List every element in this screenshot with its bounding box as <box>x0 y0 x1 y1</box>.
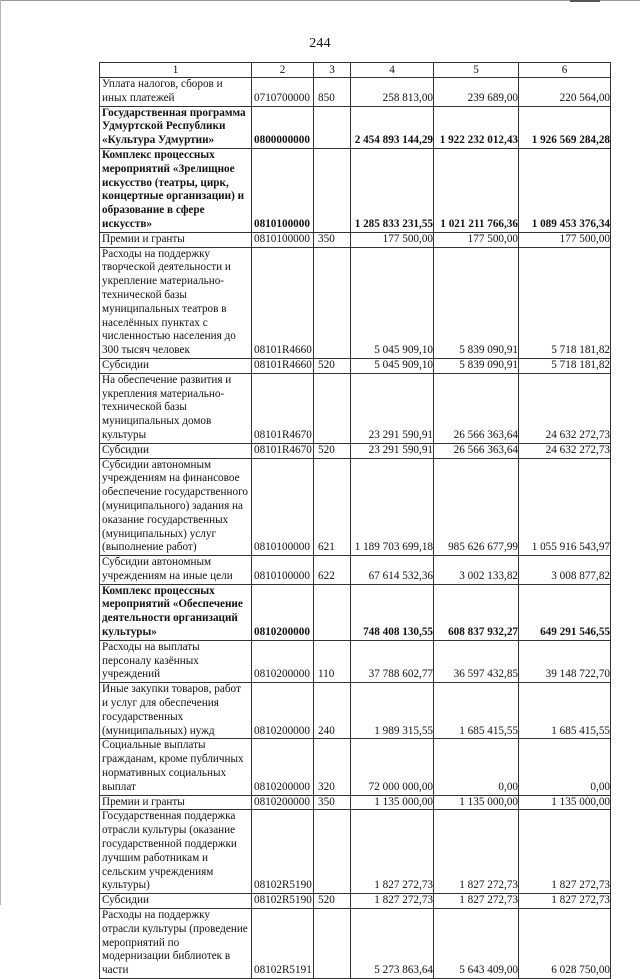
amount-col-5: 0,00 <box>434 739 519 795</box>
amount-col-4: 67 614 532,36 <box>351 556 434 585</box>
amount-col-5: 5 839 090,91 <box>434 247 519 358</box>
target-article-code: 08101R4660 <box>252 247 314 358</box>
amount-col-4: 37 788 602,77 <box>351 640 434 682</box>
amount-col-6: 3 008 877,82 <box>519 556 611 585</box>
target-article-code: 0710700000 <box>252 78 314 107</box>
item-name: Субсидии автономным учреждениям на финансовое обеспечение государственного (муниципального) задания на оказание государственных (муниципальных) услуг (выполнение работ) <box>100 458 252 556</box>
amount-col-6: 1 827 272,73 <box>519 810 611 894</box>
amount-col-5: 177 500,00 <box>434 232 519 247</box>
header-col-2: 2 <box>252 63 314 78</box>
item-name: Расходы на поддержку отрасли культуры (проведение мероприятий по модернизации библиотек в части <box>100 909 252 979</box>
amount-col-6: 24 632 272,73 <box>519 373 611 443</box>
amount-col-5: 3 002 133,82 <box>434 556 519 585</box>
table-row <box>100 556 611 585</box>
item-name: Социальные выплаты гражданам, кроме публичных нормативных социальных выплат <box>100 739 252 795</box>
amount-col-4: 72 000 000,00 <box>351 739 434 795</box>
expense-type-code: 520 <box>314 443 351 458</box>
amount-col-6: 1 055 916 543,97 <box>519 458 611 556</box>
amount-col-4: 177 500,00 <box>351 232 434 247</box>
amount-col-6: 24 632 272,73 <box>519 443 611 458</box>
target-article-code: 08101R4670 <box>252 443 314 458</box>
header-col-6: 6 <box>519 63 611 78</box>
item-name: Премии и гранты <box>100 232 252 247</box>
amount-col-4: 1 135 000,00 <box>351 795 434 810</box>
table-row <box>100 683 611 739</box>
expense-type-code: 520 <box>314 358 351 373</box>
amount-col-6: 5 718 181,82 <box>519 358 611 373</box>
table-row <box>100 443 611 458</box>
amount-col-4: 748 408 130,55 <box>351 584 434 640</box>
amount-col-5: 1 827 272,73 <box>434 810 519 894</box>
target-article-code: 0810100000 <box>252 148 314 232</box>
item-name: Субсидии <box>100 358 252 373</box>
item-name: Государственная программа Удмуртской Республики «Культура Удмуртии» <box>100 106 252 148</box>
item-name: Государственная поддержка отрасли культуры (оказание государственной поддержки лучшим работникам и сельским учреждениям культуры) <box>100 810 252 894</box>
target-article-code: 08101R4660 <box>252 358 314 373</box>
amount-col-4: 5 045 909,10 <box>351 358 434 373</box>
table-row <box>100 739 611 795</box>
amount-col-4: 5 273 863,64 <box>351 909 434 979</box>
amount-col-6: 220 564,00 <box>519 78 611 107</box>
amount-col-4: 258 813,00 <box>351 78 434 107</box>
expense-type-code: 622 <box>314 556 351 585</box>
target-article-code: 08102R5190 <box>252 810 314 894</box>
item-name: Комплекс процессных мероприятий «Обеспечение деятельности организаций культуры» <box>100 584 252 640</box>
target-article-code: 0800000000 <box>252 106 314 148</box>
amount-col-6: 649 291 546,55 <box>519 584 611 640</box>
item-name: Расходы на поддержку творческой деятельности и укрепление материально-технической базы муниципальных театров в населённых пунктах с численностью населения до 300 тысяч человек <box>100 247 252 358</box>
table-row <box>100 373 611 443</box>
amount-col-5: 1 922 232 012,43 <box>434 106 519 148</box>
table-header-row <box>100 63 611 78</box>
table-row <box>100 78 611 107</box>
expense-type-code: 110 <box>314 640 351 682</box>
amount-col-6: 1 685 415,55 <box>519 683 611 739</box>
amount-col-4: 1 989 315,55 <box>351 683 434 739</box>
table-row <box>100 106 611 148</box>
expense-type-code: 350 <box>314 232 351 247</box>
budget-table <box>99 62 611 979</box>
target-article-code: 0810100000 <box>252 458 314 556</box>
amount-col-4: 1 827 272,73 <box>351 810 434 894</box>
amount-col-5: 1 021 211 766,36 <box>434 148 519 232</box>
amount-col-4: 23 291 590,91 <box>351 443 434 458</box>
amount-col-6: 0,00 <box>519 739 611 795</box>
item-name: Премии и гранты <box>100 795 252 810</box>
target-article-code: 08102R5190 <box>252 894 314 909</box>
scan-corner-mark <box>570 0 600 2</box>
amount-col-4: 1 189 703 699,18 <box>351 458 434 556</box>
table-row <box>100 640 611 682</box>
expense-type-code <box>314 909 351 979</box>
amount-col-6: 1 089 453 376,34 <box>519 148 611 232</box>
table-row <box>100 584 611 640</box>
amount-col-6: 6 028 750,00 <box>519 909 611 979</box>
amount-col-5: 1 135 000,00 <box>434 795 519 810</box>
scan-border-top <box>0 0 640 1</box>
header-col-4: 4 <box>351 63 434 78</box>
amount-col-4: 2 454 893 144,29 <box>351 106 434 148</box>
amount-col-5: 985 626 677,99 <box>434 458 519 556</box>
table-row <box>100 909 611 979</box>
target-article-code: 0810200000 <box>252 795 314 810</box>
table-row <box>100 358 611 373</box>
amount-col-6: 1 926 569 284,28 <box>519 106 611 148</box>
expense-type-code: 240 <box>314 683 351 739</box>
expense-type-code: 621 <box>314 458 351 556</box>
amount-col-5: 1 827 272,73 <box>434 894 519 909</box>
amount-col-5: 608 837 932,27 <box>434 584 519 640</box>
amount-col-4: 23 291 590,91 <box>351 373 434 443</box>
table-row <box>100 458 611 556</box>
expense-type-code: 350 <box>314 795 351 810</box>
header-col-3: 3 <box>314 63 351 78</box>
expense-type-code <box>314 810 351 894</box>
target-article-code: 0810100000 <box>252 232 314 247</box>
item-name: Комплекс процессных мероприятий «Зрелищное искусство (театры, цирк, концертные организации) и образование в сфере искусств» <box>100 148 252 232</box>
amount-col-5: 26 566 363,64 <box>434 373 519 443</box>
target-article-code: 08101R4670 <box>252 373 314 443</box>
target-article-code: 0810200000 <box>252 584 314 640</box>
table-row <box>100 232 611 247</box>
table-row <box>100 810 611 894</box>
item-name: Иные закупки товаров, работ и услуг для обеспечения государственных (муниципальных) нужд <box>100 683 252 739</box>
item-name: Уплата налогов, сборов и иных платежей <box>100 78 252 107</box>
amount-col-5: 1 685 415,55 <box>434 683 519 739</box>
item-name: Субсидии <box>100 443 252 458</box>
amount-col-5: 239 689,00 <box>434 78 519 107</box>
table-row <box>100 894 611 909</box>
amount-col-5: 5 643 409,00 <box>434 909 519 979</box>
expense-type-code <box>314 247 351 358</box>
amount-col-6: 177 500,00 <box>519 232 611 247</box>
expense-type-code: 850 <box>314 78 351 107</box>
header-col-1: 1 <box>100 63 252 78</box>
item-name: Субсидии <box>100 894 252 909</box>
amount-col-5: 5 839 090,91 <box>434 358 519 373</box>
expense-type-code <box>314 106 351 148</box>
table-row <box>100 148 611 232</box>
table-row <box>100 795 611 810</box>
target-article-code: 0810100000 <box>252 556 314 585</box>
amount-col-5: 26 566 363,64 <box>434 443 519 458</box>
expense-type-code <box>314 148 351 232</box>
amount-col-5: 36 597 432,85 <box>434 640 519 682</box>
expense-type-code: 520 <box>314 894 351 909</box>
header-col-5: 5 <box>434 63 519 78</box>
target-article-code: 08102R5191 <box>252 909 314 979</box>
amount-col-4: 5 045 909,10 <box>351 247 434 358</box>
item-name: Субсидии автономным учреждениям на иные цели <box>100 556 252 585</box>
amount-col-6: 5 718 181,82 <box>519 247 611 358</box>
expense-type-code <box>314 584 351 640</box>
expense-type-code <box>314 373 351 443</box>
target-article-code: 0810200000 <box>252 640 314 682</box>
target-article-code: 0810200000 <box>252 739 314 795</box>
scan-border-left <box>0 0 1 905</box>
item-name: Расходы на выплаты персоналу казённых учреждений <box>100 640 252 682</box>
amount-col-6: 1 827 272,73 <box>519 894 611 909</box>
table-row <box>100 247 611 358</box>
amount-col-4: 1 285 833 231,55 <box>351 148 434 232</box>
item-name: На обеспечение развития и укрепления материально-технической базы муниципальных домов культуры <box>100 373 252 443</box>
target-article-code: 0810200000 <box>252 683 314 739</box>
amount-col-6: 1 135 000,00 <box>519 795 611 810</box>
expense-type-code: 320 <box>314 739 351 795</box>
amount-col-6: 39 148 722,70 <box>519 640 611 682</box>
amount-col-4: 1 827 272,73 <box>351 894 434 909</box>
page-number: 244 <box>309 36 331 51</box>
